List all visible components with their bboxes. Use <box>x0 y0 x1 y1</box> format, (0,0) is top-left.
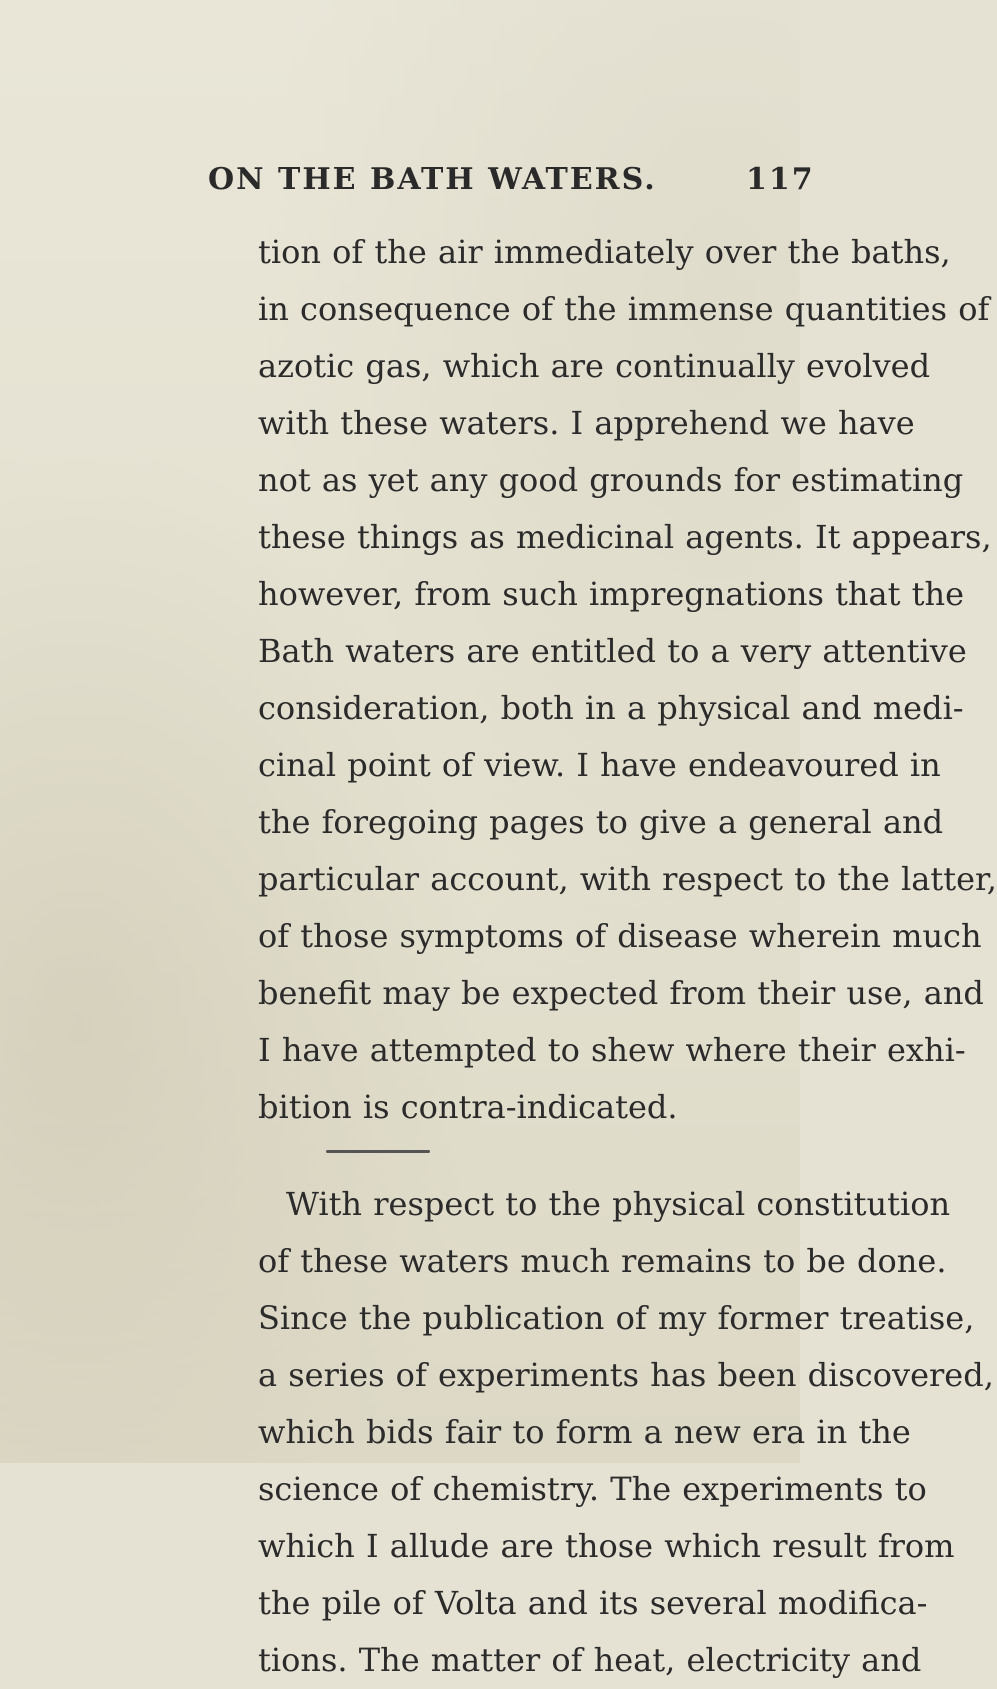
text-line: Since the publication of my former treatise, <box>258 1299 975 1337</box>
text-line: the pile of Volta and its several modifica- <box>258 1584 928 1622</box>
text-line: which bids fair to form a new era in the <box>258 1413 911 1451</box>
text-line: tion of the air immediately over the baths, <box>258 233 951 271</box>
text-line: of those symptoms of disease wherein much <box>258 917 982 955</box>
body-text <box>258 224 997 1689</box>
text-line: a series of experiments has been discovered, <box>258 1356 994 1394</box>
text-line: however, from such impregnations that the <box>258 575 965 613</box>
text-line: not as yet any good grounds for estimating <box>258 461 964 499</box>
text-line: with these waters. I apprehend we have <box>258 404 915 442</box>
page-number: 117 <box>746 162 815 197</box>
text-line: particular account, with respect to the latter, <box>258 860 997 898</box>
text-line: Bath waters are entitled to a very attentive <box>258 632 967 670</box>
divider-rule <box>326 1150 430 1153</box>
text-line: science of chemistry. The experiments to <box>258 1470 927 1508</box>
running-title: ON THE BATH WATERS. <box>208 162 657 197</box>
text-line: cinal point of view. I have endeavoured in <box>258 746 941 784</box>
text-line: tions. The matter of heat, electricity and <box>258 1641 922 1679</box>
section-divider <box>258 1136 826 1176</box>
page-header <box>208 162 815 212</box>
paragraph-2 <box>258 1176 994 1689</box>
text-line: the foregoing pages to give a general and <box>258 803 944 841</box>
text-line: azotic gas, which are continually evolved <box>258 347 931 385</box>
text-line: which I allude are those which result from <box>258 1527 955 1565</box>
text-line: benefit may be expected from their use, and <box>258 974 984 1012</box>
text-line: With respect to the physical constitution <box>286 1185 951 1223</box>
text-line: in consequence of the immense quantities of <box>258 290 990 328</box>
text-line: these things as medicinal agents. It appears, <box>258 518 992 556</box>
text-line: bition is contra-indicated. <box>258 1088 678 1126</box>
paragraph-1 <box>258 224 997 1136</box>
text-line: consideration, both in a physical and medi- <box>258 689 964 727</box>
text-line: of these waters much remains to be done. <box>258 1242 947 1280</box>
text-line: I have attempted to shew where their exhi- <box>258 1031 966 1069</box>
